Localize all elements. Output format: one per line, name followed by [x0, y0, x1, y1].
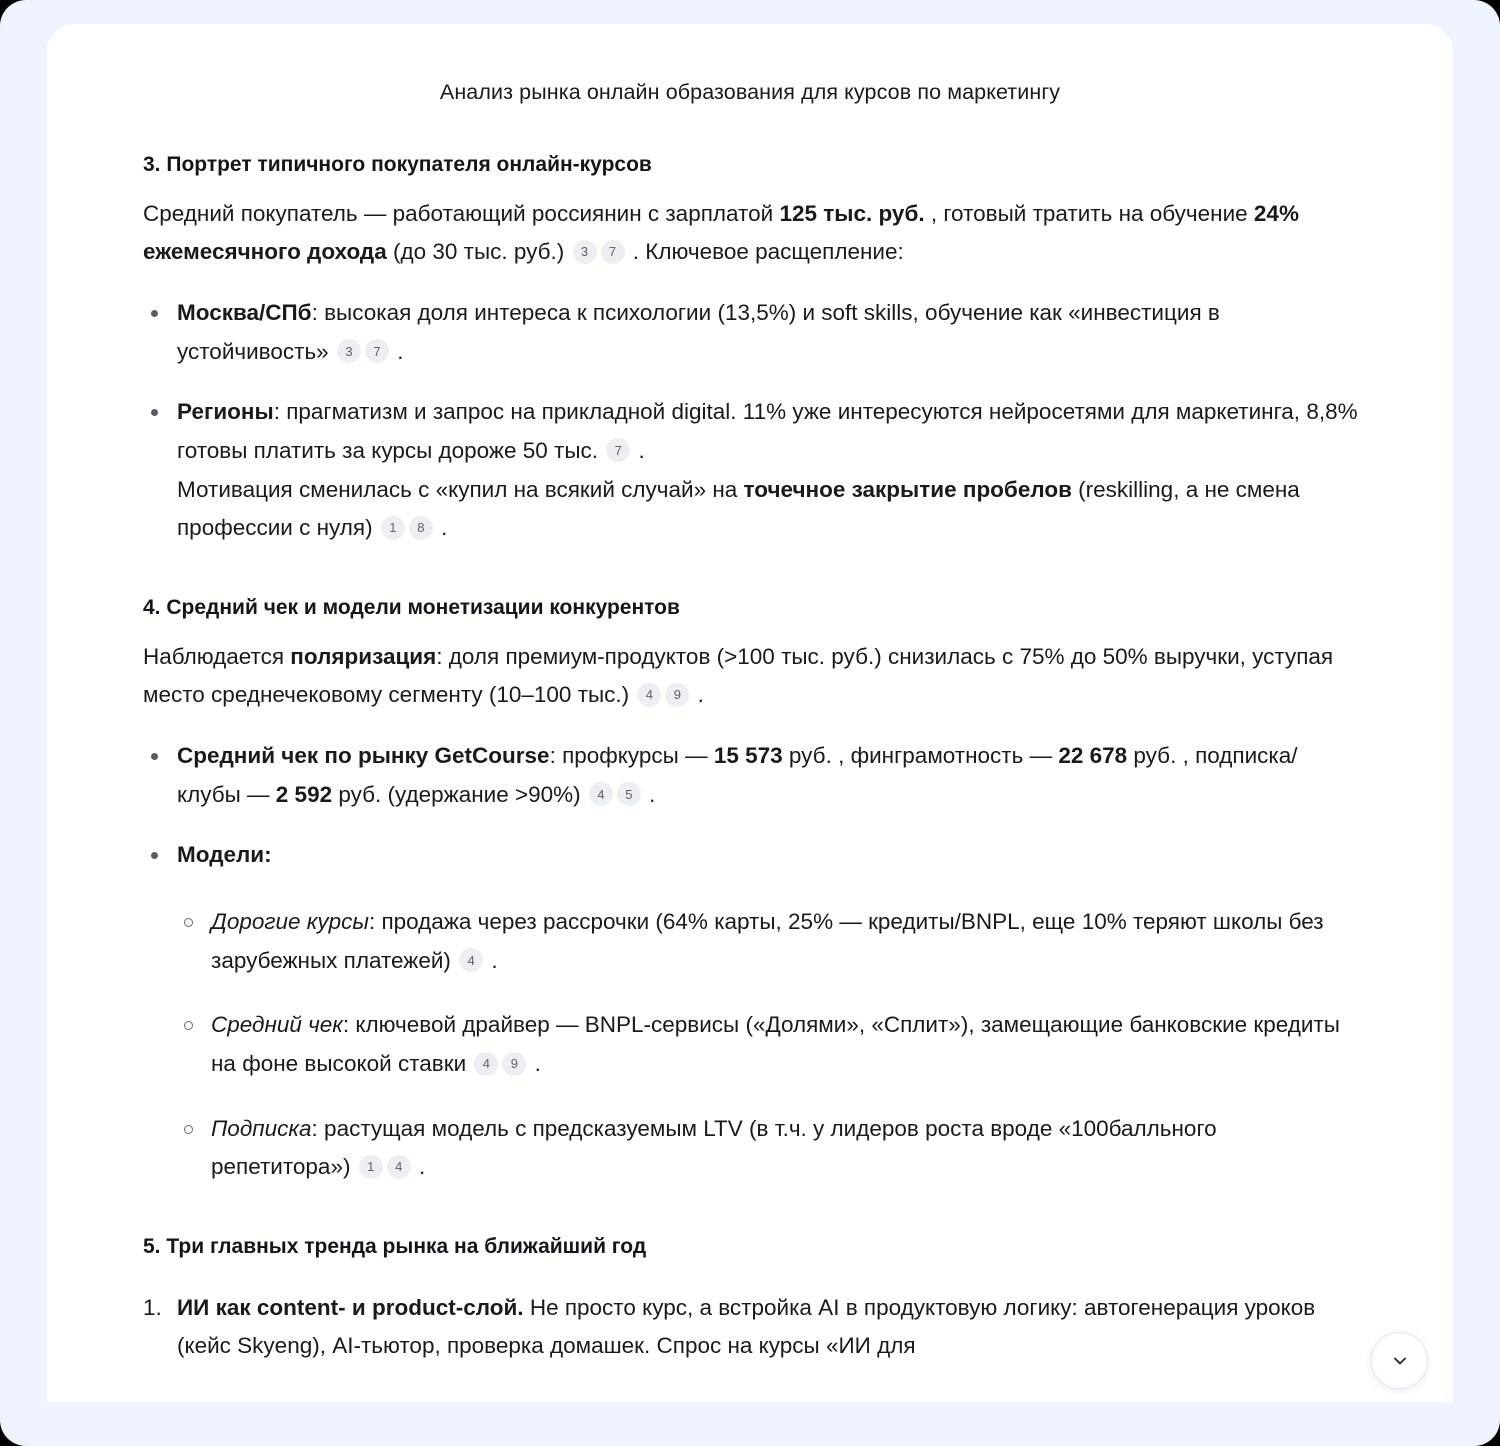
list-item	[177, 1006, 1361, 1083]
bullet-lead-getcourse: Средний чек по рынку GetCourse	[177, 742, 550, 768]
citation-badge[interactable]: 4	[387, 1155, 411, 1179]
bullet-lead-regions: Регионы	[177, 399, 274, 425]
text-bold-subscription-price: 2 592	[275, 781, 333, 807]
scroll-to-bottom-button[interactable]	[1371, 1332, 1428, 1389]
text-fragment: : профкурсы —	[549, 742, 714, 768]
text-bold-polarization: поляризация	[290, 643, 437, 669]
text-fragment: (reskilling, а не смена профессии с нуля)	[177, 476, 1300, 541]
text-fragment: .	[434, 515, 448, 541]
text-fragment: . Ключевое расщепление:	[626, 239, 904, 265]
citation-badge[interactable]: 1	[381, 516, 405, 540]
document-card	[47, 24, 1453, 1402]
text-fragment: Не просто курс, а встройка AI в продуктовую логику: автогенерация уроков (кейс Skyeng), AI-тьютор, проверка домашек. Спрос на курсы «ИИ для	[177, 1294, 1316, 1359]
list-item	[143, 1289, 1361, 1366]
text-bold-profcourses-price: 15 573	[713, 742, 783, 768]
bullet-lead-models: Модели:	[177, 842, 272, 868]
text-bold-product-layer: product-	[371, 1294, 464, 1320]
text-fragment: ИИ как	[177, 1294, 257, 1320]
text-fragment: .	[632, 437, 645, 463]
section-heading-4: 4. Средний чек и модели монетизации конкурентов	[143, 596, 680, 619]
text-fragment: .	[528, 1051, 541, 1076]
models-sub-list	[177, 903, 1361, 1187]
text-bold-income-share: 24% ежемесячного дохода	[143, 200, 1299, 265]
text-fragment: : высокая доля интереса к психологии (13,5%) и soft skills, обучение как «инвестиция в устойчивость»	[177, 299, 1220, 364]
section-3-intro-paragraph	[143, 195, 1361, 272]
text-fragment: : ключевой драйвер — BNPL-сервисы («Долями», «Сплит»), замещающие банковские кредиты на фоне высокой ставки	[211, 1012, 1340, 1076]
text-fragment: и	[345, 1294, 372, 1320]
text-fragment: , готовый тратить на обучение	[924, 200, 1254, 226]
list-item	[143, 393, 1361, 548]
sub-bullet-lead-expensive-courses: Дорогие курсы	[211, 908, 369, 934]
citation-badge[interactable]: 3	[337, 339, 361, 363]
citation-badge[interactable]: 7	[601, 240, 625, 264]
text-fragment: .	[642, 781, 656, 807]
section-3-bullet-list	[143, 294, 1361, 548]
text-fragment: руб. , финграмотность —	[782, 742, 1059, 768]
citation-badge[interactable]: 1	[359, 1155, 383, 1179]
citation-badge[interactable]: 8	[409, 516, 433, 540]
text-fragment: слой.	[463, 1294, 524, 1320]
citation-badge[interactable]: 4	[589, 782, 613, 806]
text-bold-salary: 125 тыс. руб.	[779, 200, 925, 226]
section-heading-3: 3. Портрет типичного покупателя онлайн-курсов	[143, 153, 652, 176]
text-fragment: Наблюдается	[143, 643, 291, 669]
text-fragment: : прагматизм и запрос на прикладной digital. 11% уже интересуются нейросетями для маркетинга, 8,8% готовы платить за курсы дороже 50 тыс.	[177, 399, 1358, 463]
list-item	[143, 836, 1361, 1187]
citation-badge[interactable]: 9	[665, 683, 689, 707]
citation-badge[interactable]: 4	[637, 683, 661, 707]
list-item	[143, 294, 1361, 371]
text-fragment: руб. , подписка/клубы —	[177, 742, 1298, 807]
text-fragment: : продажа через рассрочки (64% карты, 25% — кредиты/BNPL, еще 10% теряют школы без зарубежных платежей)	[211, 908, 1324, 973]
sub-bullet-lead-subscription: Подписка	[211, 1115, 312, 1141]
text-bold-finliteracy-price: 22 678	[1058, 742, 1128, 768]
text-fragment: : доля премиум-продуктов (>100 тыс. руб.) снизилась с 75% до 50% выручки, уступая место среднечековому сегменту (10–100 тыс.)	[143, 643, 1334, 708]
list-item	[177, 903, 1361, 980]
citation-badge[interactable]: 7	[606, 438, 630, 462]
text-fragment: .	[691, 682, 704, 708]
citation-badge[interactable]: 3	[573, 240, 597, 264]
chevron-down-icon	[1390, 1351, 1410, 1371]
section-4-intro-paragraph	[143, 638, 1361, 715]
citation-badge[interactable]: 9	[502, 1052, 526, 1076]
citation-badge[interactable]: 7	[365, 339, 389, 363]
citation-badge[interactable]: 4	[459, 948, 483, 972]
text-fragment: : растущая модель с предсказуемым LTV (в т.ч. у лидеров роста вроде «100балльного репетитора»)	[211, 1115, 1217, 1180]
text-fragment: .	[390, 338, 404, 364]
citation-badge[interactable]: 4	[474, 1052, 498, 1076]
list-item	[143, 737, 1361, 814]
list-item	[177, 1110, 1361, 1187]
text-bold-reskilling: точечное закрытие пробелов	[743, 476, 1072, 502]
section-heading-5: 5. Три главных тренда рынка на ближайший год	[143, 1235, 647, 1259]
section-5-numbered-list	[143, 1289, 1361, 1366]
text-fragment: .	[485, 947, 498, 973]
section-4-bullet-list	[143, 737, 1361, 1187]
text-bold-content-layer: content-	[256, 1294, 346, 1320]
text-fragment: (до 30 тыс. руб.)	[386, 239, 571, 265]
text-fragment: .	[412, 1154, 426, 1180]
bullet-lead-moscow-spb: Москва/СПб	[177, 299, 312, 325]
text-fragment: Средний покупатель — работающий россиянин с зарплатой	[143, 200, 780, 226]
sub-bullet-lead-average-check: Средний чек	[211, 1012, 343, 1038]
page-title: Анализ рынка онлайн образования для курсов по маркетингу	[439, 80, 1061, 104]
document-content	[47, 149, 1453, 1366]
text-fragment: руб. (удержание >90%)	[332, 781, 587, 807]
citation-badge[interactable]: 5	[617, 782, 641, 806]
text-fragment: Мотивация сменилась с «купил на всякий случай» на	[177, 476, 744, 502]
